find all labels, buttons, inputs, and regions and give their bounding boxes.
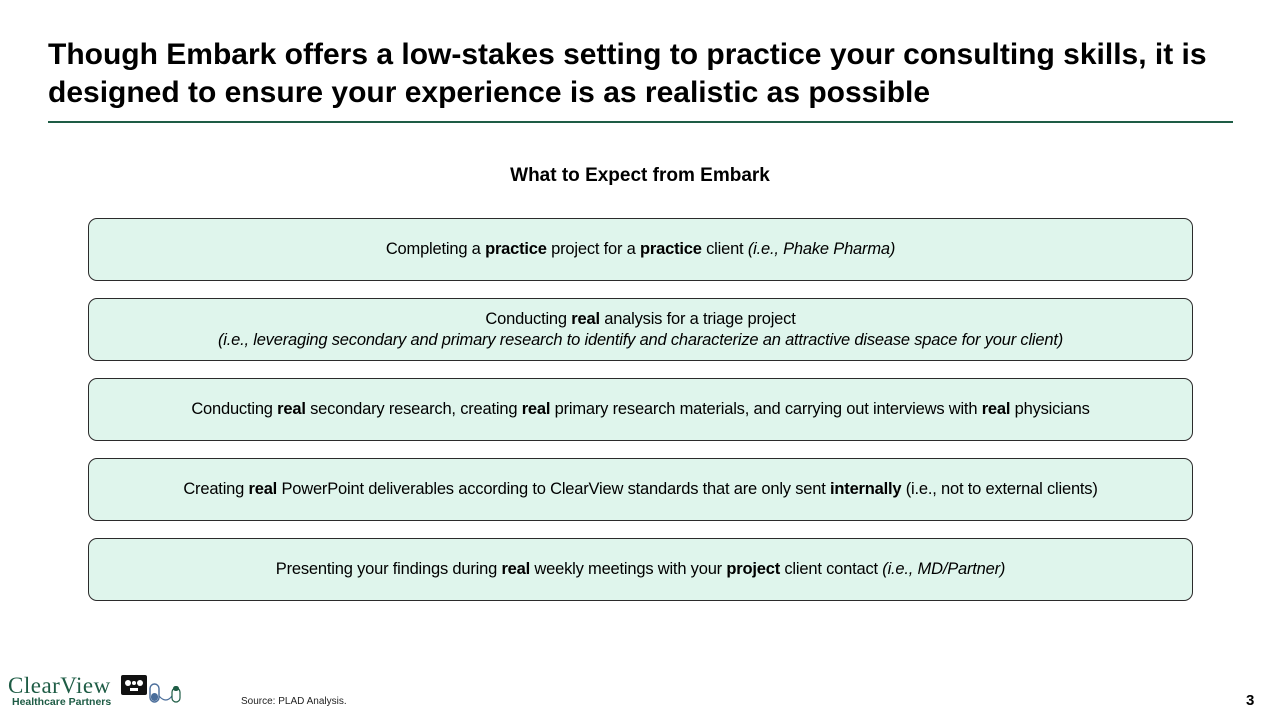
emphasis-text: project (726, 560, 780, 578)
body-text: Conducting (191, 400, 278, 418)
body-text: physicians (1010, 400, 1090, 418)
emphasis-text: real (501, 560, 531, 578)
italic-text: (i.e., leveraging secondary and primary research to identify and characterize an attractive disease space for your client) (217, 330, 1064, 349)
emphasis-text: practice (485, 240, 547, 258)
body-text: secondary research, creating (305, 400, 522, 418)
expectation-line (183, 479, 1097, 500)
body-text: client contact (780, 560, 883, 578)
section-heading: What to Expect from Embark (510, 165, 770, 186)
italic-text: (i.e., Phake Pharma) (747, 240, 896, 258)
expectation-box (88, 378, 1193, 441)
source-note: Source: PLAD Analysis. (241, 696, 347, 707)
expectation-line (276, 559, 1005, 580)
body-text: project for a (546, 240, 641, 258)
emphasis-text: real (981, 400, 1011, 418)
emphasis-text: real (571, 309, 600, 328)
expectation-line (386, 239, 895, 260)
expectation-list (88, 218, 1193, 618)
expectation-box (88, 298, 1193, 361)
emphasis-text: real (521, 400, 551, 418)
expectation-line (218, 330, 1063, 351)
body-text: weekly meetings with your (530, 560, 727, 578)
expectation-line (191, 399, 1089, 420)
body-text: analysis for a triage project (599, 309, 796, 328)
body-text: Completing a (385, 240, 486, 258)
emphasis-text: internally (830, 480, 902, 498)
emphasis-text: practice (640, 240, 702, 258)
body-text: PowerPoint deliverables according to ClearView standards that are only sent (277, 480, 831, 498)
page-number: 3 (1246, 692, 1255, 709)
logo-subtext: Healthcare Partners (12, 696, 112, 708)
body-text: Creating (183, 480, 249, 498)
body-text: client (701, 240, 748, 258)
emphasis-text: real (248, 480, 278, 498)
body-text: Conducting (485, 309, 572, 328)
expectation-box (88, 218, 1193, 281)
expectation-box (88, 458, 1193, 521)
body-text: Presenting your findings during (275, 560, 502, 578)
molecule-icon (120, 674, 186, 704)
clearview-logo (8, 674, 198, 710)
slide-title: Though Embark offers a low-stakes setting to practice your consulting skills, it is designed to ensure your experience is as realistic as possible (48, 38, 1207, 109)
body-text: (i.e., not to external clients) (901, 480, 1098, 498)
body-text: primary research materials, and carrying out interviews with (550, 400, 982, 418)
italic-text: (i.e., MD/Partner) (882, 560, 1006, 578)
expectation-box (88, 538, 1193, 601)
logo-wordmark: ClearView (8, 673, 111, 698)
expectation-line (485, 309, 795, 330)
title-divider (48, 121, 1233, 123)
emphasis-text: real (277, 400, 306, 418)
